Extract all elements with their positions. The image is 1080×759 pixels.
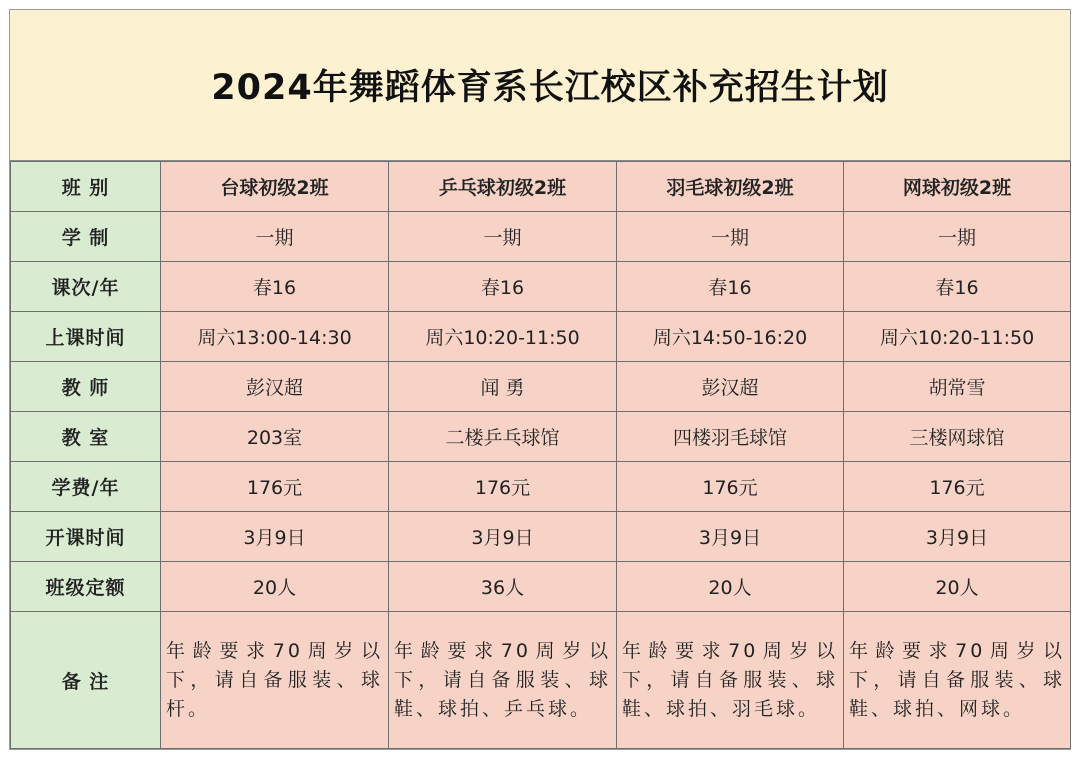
table-cell: 周六13:00-14:30 — [161, 312, 389, 362]
enrollment-plan-sheet — [9, 9, 1071, 750]
row-label: 学 制 — [11, 212, 161, 262]
table-cell: 一期 — [617, 212, 844, 262]
table-cell: 胡常雪 — [844, 362, 1071, 412]
note-cell: 年龄要求70周岁以下，请自备服装、球鞋、球拍、网球。 — [844, 612, 1071, 749]
table-cell: 春16 — [617, 262, 844, 312]
table-cell: 3月9日 — [844, 512, 1071, 562]
class-name-cell: 乒乓球初级2班 — [389, 162, 617, 212]
table-cell: 176元 — [389, 462, 617, 512]
table-cell: 3月9日 — [161, 512, 389, 562]
table-cell: 20人 — [161, 562, 389, 612]
table-cell: 20人 — [617, 562, 844, 612]
row-label: 班级定额 — [11, 562, 161, 612]
note-cell: 年龄要求70周岁以下，请自备服装、球鞋、球拍、乒乓球。 — [389, 612, 617, 749]
table-cell: 周六10:20-11:50 — [844, 312, 1071, 362]
table-row — [11, 262, 1071, 312]
table-cell: 176元 — [844, 462, 1071, 512]
row-label: 开课时间 — [11, 512, 161, 562]
table-cell: 20人 — [844, 562, 1071, 612]
table-row — [11, 362, 1071, 412]
row-label: 学费/年 — [11, 462, 161, 512]
title-bar — [10, 10, 1070, 161]
note-cell: 年龄要求70周岁以下，请自备服装、球杆。 — [161, 612, 389, 749]
table-cell: 176元 — [617, 462, 844, 512]
table-cell: 3月9日 — [617, 512, 844, 562]
row-label: 课次/年 — [11, 262, 161, 312]
table-cell: 3月9日 — [389, 512, 617, 562]
row-label: 上课时间 — [11, 312, 161, 362]
table-cell: 176元 — [161, 462, 389, 512]
table-cell: 36人 — [389, 562, 617, 612]
row-label: 班 别 — [11, 162, 161, 212]
table-cell: 一期 — [161, 212, 389, 262]
table-row — [11, 462, 1071, 512]
table-cell: 春16 — [161, 262, 389, 312]
table-cell: 春16 — [389, 262, 617, 312]
class-name-cell: 网球初级2班 — [844, 162, 1071, 212]
row-label: 教 室 — [11, 412, 161, 462]
table-cell: 一期 — [389, 212, 617, 262]
table-cell: 彭汉超 — [161, 362, 389, 412]
table-row-class — [11, 162, 1071, 212]
table-cell: 三楼网球馆 — [844, 412, 1071, 462]
table-row — [11, 512, 1071, 562]
row-label: 教 师 — [11, 362, 161, 412]
class-name-cell: 羽毛球初级2班 — [617, 162, 844, 212]
table-cell: 闻 勇 — [389, 362, 617, 412]
table-cell: 一期 — [844, 212, 1071, 262]
table-row — [11, 412, 1071, 462]
table-cell: 四楼羽毛球馆 — [617, 412, 844, 462]
table-row-notes — [11, 612, 1071, 749]
table-row — [11, 312, 1071, 362]
row-label: 备 注 — [11, 612, 161, 749]
table-cell: 春16 — [844, 262, 1071, 312]
note-cell: 年龄要求70周岁以下，请自备服装、球鞋、球拍、羽毛球。 — [617, 612, 844, 749]
table-cell: 彭汉超 — [617, 362, 844, 412]
class-name-cell: 台球初级2班 — [161, 162, 389, 212]
table-row — [11, 212, 1071, 262]
page-title: 2024年舞蹈体育系长江校区补充招生计划 — [211, 68, 889, 108]
table-body — [11, 162, 1071, 749]
table-cell: 二楼乒乓球馆 — [389, 412, 617, 462]
table-cell: 周六14:50-16:20 — [617, 312, 844, 362]
table-cell: 周六10:20-11:50 — [389, 312, 617, 362]
enrollment-table — [10, 161, 1071, 749]
table-row — [11, 562, 1071, 612]
table-cell: 203室 — [161, 412, 389, 462]
